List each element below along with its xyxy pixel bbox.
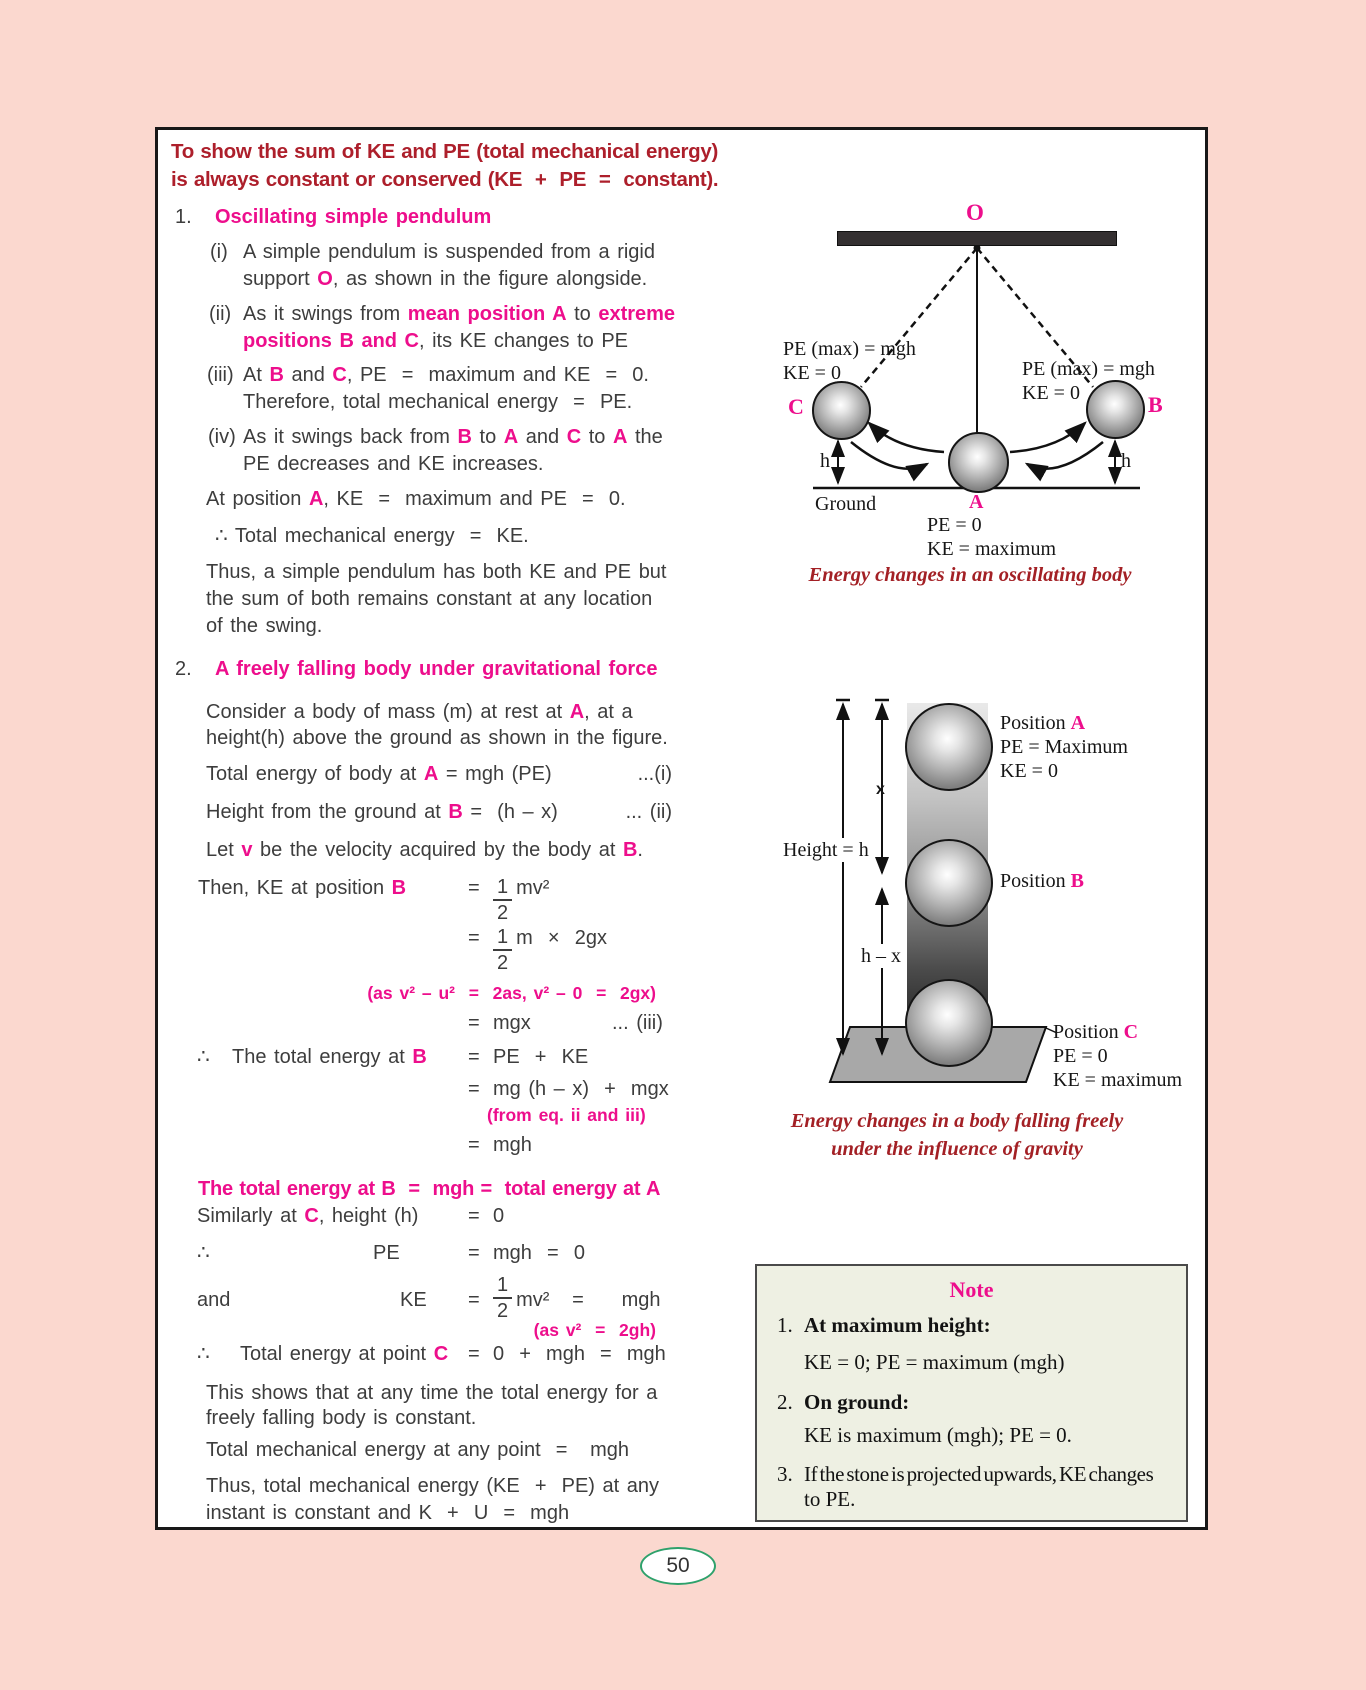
- statement-total-b-mgh: The total energy at B = mgh = total energy at A: [198, 1178, 661, 1200]
- label-pe-max-left: PE (max) = mgh: [783, 338, 916, 360]
- item-i-line-2: support O, as shown in the figure alongside.: [243, 268, 648, 290]
- label-pe0-a: PE = 0: [927, 514, 982, 536]
- para-thus-2: the sum of both remains constant at any location: [206, 588, 653, 610]
- note-title: Note: [949, 1277, 994, 1302]
- note-item-1-heading: At maximum height:: [804, 1313, 991, 1337]
- heading-line-2: is always constant or conserved (KE + PE = constant).: [171, 168, 719, 191]
- eq-total-energy-a: Total energy of body at A = mgh (PE) ...(i): [206, 763, 672, 785]
- heading-line-1: To show the sum of KE and PE (total mechanical energy): [171, 140, 719, 163]
- item-ii-line-2: positions B and C, its KE changes to PE: [243, 330, 628, 352]
- note-item-3-body-2: to PE.: [804, 1487, 856, 1511]
- label-position-b: B: [1148, 392, 1163, 417]
- note-item-2-number: 2.: [777, 1390, 793, 1414]
- page-number: 50: [666, 1554, 690, 1577]
- label-ground: Ground: [815, 493, 877, 515]
- para-thus-3: of the swing.: [206, 615, 323, 637]
- label-h-minus-x: h – x: [858, 944, 904, 968]
- label-fall-pe-max: PE = Maximum: [1000, 736, 1128, 758]
- pendulum-ball-b: [1086, 380, 1145, 439]
- textbook-page: To show the sum of KE and PE (total mechanical energy) is always constant or conserved (KE + PE = constant). 1. Oscillating simple pendulum (i) A simple pendulum is suspended from a rigid support O, as shown in the figure alongside. (ii) As it swings from mean position A to extreme positions B and C, its KE changes to PE (iii) At B and C, PE = maximum and KE = 0. Therefore, total mechanical energy = PE. (iv) As it swings back from B to A and C to A the PE decreases and KE increases. At position A, KE = maximum and PE = 0. ∴ Total mechanical energy = KE. Thus, a simple pendulum has both KE and PE but the sum of both remains constant at any location of the swing. 2. A freely falling body under gravitational force Consider a body of mass (m) at rest at A, at a height(h) above the ground as shown in the figure. Total energy of body at A = mgh (PE) ...(i) Height from the ground at B = (h – x) ... (ii) Let v be the velocity acquired by the body at B. Then, KE at position B = $\frac{1}{2}$ mv² = $\frac{1}{2}$ m × 2gx (as v² – u² = 2as, v² – 0 = 2gx) = mgx ... (iii) ∴ The total energy at B = PE + KE = mg (h – x) + mgx (from eq. ii and iii) = mgh The total energy at B = mgh = total energy at A Similarly at C, height (h) = 0 ∴ PE = mgh = 0 and KE = $\frac{1}{2}$ mv² = mgh (as v² = 2gh) ∴ Total energy at point C = 0 + mgh = mgh This shows that at any time the total energy for a freely falling body is constant. Total mechanical energy at any point = mgh Thus, total mechanical energy (KE + PE) at any instant is constant and K + U = mgh O PE (max) = mgh KE = 0 PE (max) = mgh KE = 0 C B h h Ground A PE = 0 KE = maximum Energy changes in an oscillating body Position A PE = Maximum KE = 0 Height = h x h – x Position B Position C PE = 0 KE = maximum Energy changes in a body falling freely under the influence of gravity Note 1. At maximum height: KE = 0; PE = maximum (mgh) 2. On ground: KE is maximum (mgh); PE = 0. 3. If the stone is projected upwards, KE changes to PE. 50: [0, 0, 1366, 1690]
- para-position-a: At position A, KE = maximum and PE = 0.: [206, 488, 626, 510]
- label-pivot-o: O: [966, 200, 984, 225]
- label-ke0-left: KE = 0: [783, 362, 841, 384]
- para-thus-1: Thus, a simple pendulum has both KE and PE but: [206, 561, 667, 583]
- note-item-1-body: KE = 0; PE = maximum (mgh): [804, 1350, 1065, 1374]
- label-h-right: h: [1121, 450, 1131, 472]
- page-number-badge: [640, 1547, 716, 1585]
- pendulum-ball-c: [812, 381, 871, 440]
- pendulum-support-bar: [837, 231, 1117, 246]
- label-ke0-right: KE = 0: [1022, 382, 1080, 404]
- para-consider-1: Consider a body of mass (m) at rest at A, at a: [206, 701, 633, 723]
- caption-falling-body-1: Energy changes in a body falling freely: [790, 1110, 1124, 1132]
- note-item-2-heading: On ground:: [804, 1390, 910, 1414]
- para-this-shows-2: freely falling body is constant.: [206, 1407, 477, 1429]
- label-x: x: [876, 781, 885, 798]
- note-item-2-body: KE is maximum (mgh); PE = 0.: [804, 1423, 1072, 1447]
- para-this-shows-1: This shows that at any time the total energy for a: [206, 1382, 658, 1404]
- note-item-3-number: 3.: [777, 1462, 793, 1486]
- fall-ball-a: [905, 703, 993, 791]
- label-fall-position-c: Position C: [1053, 1021, 1139, 1043]
- note-item-1-number: 1.: [777, 1313, 793, 1337]
- label-kemax-a: KE = maximum: [927, 538, 1057, 560]
- eq-note-from-eq: (from eq. ii and iii): [487, 1105, 646, 1125]
- label-h-left: h: [820, 450, 830, 472]
- para-total-mech: Total mechanical energy at any point = mgh: [206, 1439, 630, 1461]
- para-thus-total-1: Thus, total mechanical energy (KE + PE) at any: [206, 1475, 659, 1497]
- note-item-3-body-1: If the stone is projected upwards, KE changes: [804, 1462, 1154, 1486]
- label-fall-pe0: PE = 0: [1053, 1045, 1108, 1067]
- label-pe-max-right: PE (max) = mgh: [1022, 358, 1155, 380]
- label-fall-position-a: Position A: [1000, 712, 1086, 734]
- note-box: [755, 1264, 1188, 1522]
- label-fall-kemax: KE = maximum: [1053, 1069, 1183, 1091]
- fall-ball-b: [905, 839, 993, 927]
- para-consider-2: height(h) above the ground as shown in the figure.: [206, 727, 668, 749]
- item-iii-line-2: Therefore, total mechanical energy = PE.: [243, 391, 633, 413]
- para-therefore-ke: ∴ Total mechanical energy = KE.: [215, 525, 529, 547]
- para-let-v: Let v be the velocity acquired by the body at B.: [206, 839, 643, 861]
- eq-height-b: Height from the ground at B = (h – x) ... (ii): [206, 801, 672, 823]
- caption-falling-body-2: under the influence of gravity: [831, 1138, 1083, 1160]
- fall-ball-c: [905, 979, 993, 1067]
- para-thus-total-2: instant is constant and K + U = mgh: [206, 1502, 570, 1524]
- item-iv-line-2: PE decreases and KE increases.: [243, 453, 544, 475]
- pendulum-ball-a: [948, 432, 1009, 493]
- eq-note-2gh: (as v² = 2gh): [533, 1320, 656, 1340]
- caption-oscillating-body: Energy changes in an oscillating body: [808, 564, 1132, 586]
- label-fall-ke0: KE = 0: [1000, 760, 1058, 782]
- label-height-h: Height = h: [780, 838, 872, 862]
- eq-note-2as: (as v² – u² = 2as, v² – 0 = 2gx): [367, 983, 656, 1003]
- label-fall-position-b: Position B: [1000, 870, 1084, 892]
- label-position-a: A: [969, 491, 984, 513]
- label-position-c: C: [788, 394, 804, 419]
